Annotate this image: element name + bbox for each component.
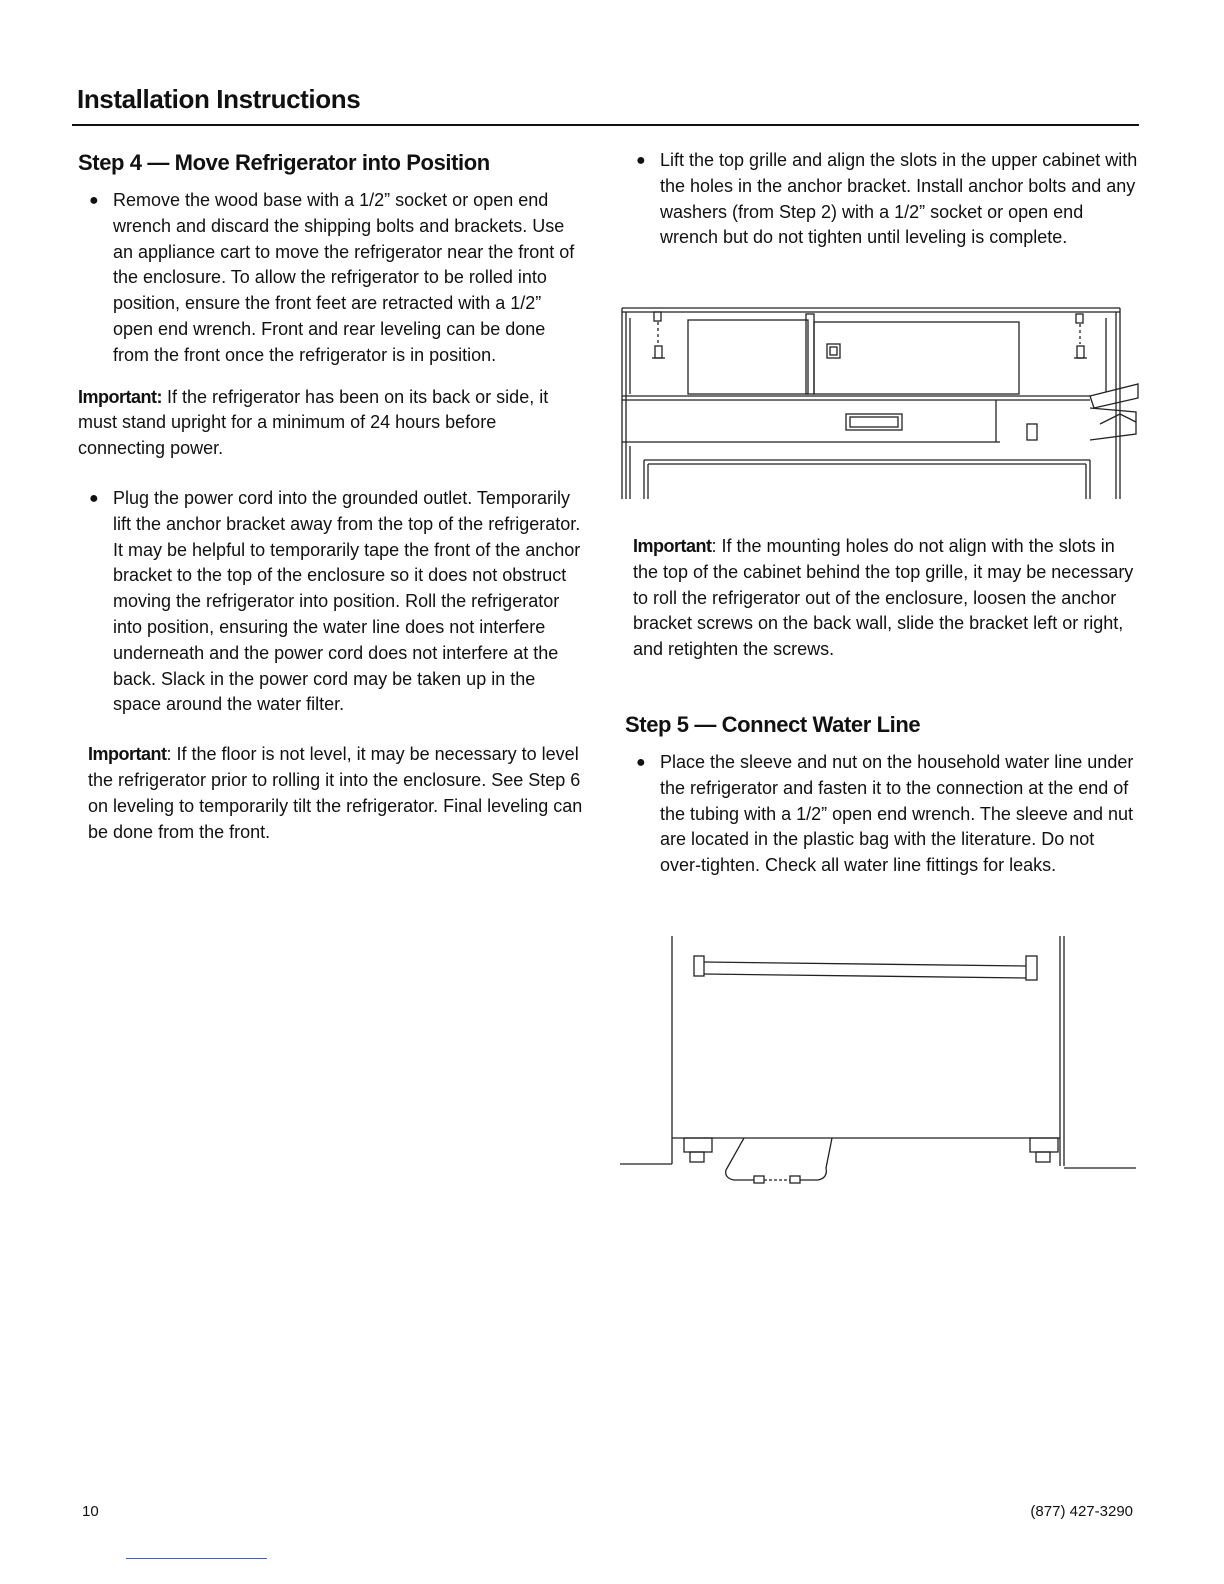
step4-bullets-2 [78,486,583,718]
important-text: If the refrigerator has been on its back or side, it must stand upright for a minimum of 24 hours before connecting power. [78,386,549,459]
important-label: Important [633,536,712,556]
step4-bullets-3 [625,148,1140,251]
bullet-icon: ● [636,152,646,169]
phone-number: (877) 427-3290 [1030,1503,1133,1520]
step4-bullets [78,188,583,369]
important-note-holes [633,534,1140,663]
link-underline [126,1558,267,1559]
step5-bullet-1-text: Place the sleeve and nut on the household water line under the refrigerator and fasten it to the connection at the end of the tubing with a 1/2” open end wrench. The sleeve and nut are located in the plastic bag with the literature. Do not over-tighten. Check all water line fittings for leaks. [660,752,1134,876]
list-item [625,148,1140,251]
right-column-note [633,534,1140,663]
title-divider [72,124,1139,126]
important-note-floor [78,742,583,845]
step5-bullets [625,750,1140,879]
bullet-icon: ● [636,754,646,771]
left-column [78,148,583,845]
step4-bullet-2-text: Plug the power cord into the grounded outlet. Temporarily lift the anchor bracket away from the top of the refrigerator. It may be helpful to temporarily tape the front of the anchor bracket to the top of the enclosure so it does not obstruct moving the refrigerator into position. Roll the refrigerator into position, ensuring the water line does not interfere underneath and the power cord does not interfere at the back. Slack in the power cord may be taken up in the space around the water filter. [113,487,581,715]
list-item [78,188,583,369]
page-number: 10 [82,1503,99,1520]
step5-heading: Step 5 — Connect Water Line [625,712,921,737]
step4-bullet-3-text: Lift the top grille and align the slots in the upper cabinet with the holes in the anchor bracket. Install anchor bolts and any washers (from Step 2) with a 1/2” socket or open end wrench but do not tighten until leveling is complete. [660,150,1138,248]
list-item [625,750,1140,879]
important-label: Important: [78,386,162,407]
list-item [78,486,583,718]
anchor-bracket-illustration [620,304,1140,499]
important-note-power [78,385,583,462]
right-column-step5 [625,710,1140,879]
bullet-icon: ● [89,192,99,209]
important-label: Important [88,744,167,765]
important-text: : If the floor is not level, it may be necessary to level the refrigerator prior to rolling it into the enclosure. See Step 6 on leveling to temporarily tilt the refrigerator. Final leveling can be done from the front. [88,744,583,842]
step4-bullet-1-text: Remove the wood base with a 1/2” socket or open end wrench and discard the shipping bolts and brackets. Use an appliance cart to move the refrigerator near the front of the enclosure. To allow the refrigerator to be rolled into position, ensure the front feet are retracted with a 1/2” open end wrench. Front and rear leveling can be done from the front once the refrigerator is in position. [113,190,575,365]
water-line-illustration [618,934,1138,1184]
page-title: Installation Instructions [77,84,361,114]
right-column-top [625,148,1140,251]
step4-heading: Step 4 — Move Refrigerator into Position [78,150,490,175]
bullet-icon: ● [89,489,99,507]
important-text: : If the mounting holes do not align with the slots in the top of the cabinet behind the top grille, it may be necessary to roll the refrigerator out of the enclosure, loosen the anchor bracket screws on the back wall, slide the bracket left or right, and retighten the screws. [633,536,1134,660]
